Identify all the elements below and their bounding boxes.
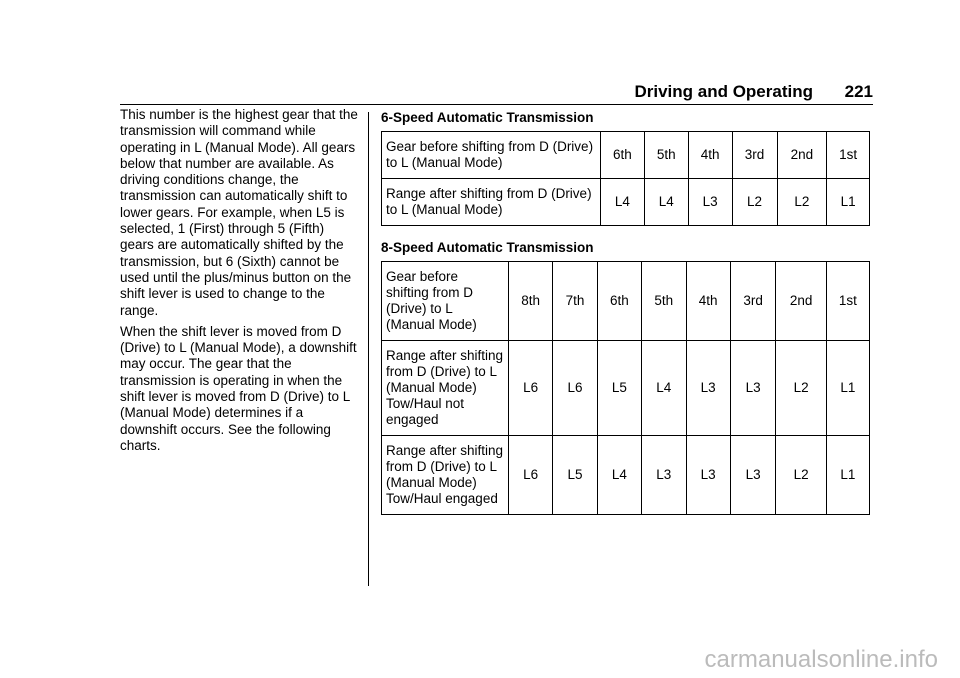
row-label: Range after shifting from D (Drive) to L (Manual Mode) Tow/Haul engaged <box>382 436 509 515</box>
body-paragraph: When the shift lever is moved from D (Drive) to L (Manual Mode), a downshift may occur. The gear that the transmission is operating in when the shift lever is moved from D (Drive) to L (Manual Mode) determines if a downshift occurs. See the following charts. <box>120 323 357 453</box>
table-cell: L1 <box>826 436 869 515</box>
table-cell: 6th <box>601 132 645 179</box>
table-row <box>382 262 870 341</box>
table-cell: 1st <box>827 132 870 179</box>
table-cell: L6 <box>509 341 553 436</box>
table-cell: L5 <box>553 436 597 515</box>
table-cell: L6 <box>509 436 553 515</box>
table-cell: L3 <box>730 341 776 436</box>
table-row <box>382 132 870 179</box>
table-cell: L1 <box>826 341 869 436</box>
table-cell: L6 <box>553 341 597 436</box>
page-number: 221 <box>844 82 873 101</box>
section-title: Driving and Operating <box>634 82 813 101</box>
table-cell: L3 <box>642 436 686 515</box>
table-row <box>382 436 870 515</box>
table-cell: 2nd <box>777 132 827 179</box>
table-cell: 1st <box>826 262 869 341</box>
table-cell: L4 <box>597 436 641 515</box>
row-label: Range after shifting from D (Drive) to L (Manual Mode) <box>382 179 601 226</box>
table-cell: L3 <box>686 341 730 436</box>
table-cell: L2 <box>777 179 827 226</box>
table-cell: L2 <box>776 436 826 515</box>
table-cell: 6th <box>597 262 641 341</box>
table-8speed-title: 8-Speed Automatic Transmission <box>381 240 594 255</box>
table-row <box>382 341 870 436</box>
table-cell: 8th <box>509 262 553 341</box>
table-cell: 4th <box>686 262 730 341</box>
left-column <box>120 107 360 459</box>
page-header <box>120 80 873 105</box>
table-row <box>382 179 870 226</box>
table-cell: L1 <box>827 179 870 226</box>
table-cell: L2 <box>732 179 777 226</box>
table-6speed-title: 6-Speed Automatic Transmission <box>381 110 594 125</box>
table-cell: L4 <box>601 179 645 226</box>
table-cell: L2 <box>776 341 826 436</box>
table-6speed <box>381 131 870 226</box>
table-cell: 4th <box>688 132 732 179</box>
table-cell: 5th <box>642 262 686 341</box>
table-cell: 2nd <box>776 262 826 341</box>
table-cell: L4 <box>644 179 688 226</box>
table-cell: 7th <box>553 262 597 341</box>
watermark: carmanualsonline.info <box>704 646 938 673</box>
column-divider <box>368 112 369 586</box>
row-label: Range after shifting from D (Drive) to L (Manual Mode) Tow/Haul not engaged <box>382 341 509 436</box>
table-cell: 5th <box>644 132 688 179</box>
table-cell: 3rd <box>732 132 777 179</box>
table-cell: L4 <box>642 341 686 436</box>
table-cell: L3 <box>730 436 776 515</box>
table-cell: L3 <box>688 179 732 226</box>
table-cell: 3rd <box>730 262 776 341</box>
body-paragraph: This number is the highest gear that the transmission will command while operating in L (Manual Mode). All gears below that number are available. As driving conditions change, the transmission can automatically shift to lower gears. For example, when L5 is selected, 1 (First) through 5 (Fifth) gears are automatically shifted by the transmission, but 6 (Sixth) cannot be used until the plus/minus button on the shift lever is used to change to the range. <box>120 107 358 318</box>
table-8speed <box>381 261 870 515</box>
table-cell: L3 <box>686 436 730 515</box>
table-cell: L5 <box>597 341 641 436</box>
row-label: Gear before shifting from D (Drive) to L (Manual Mode) <box>382 132 601 179</box>
row-label: Gear before shifting from D (Drive) to L (Manual Mode) <box>382 262 509 341</box>
